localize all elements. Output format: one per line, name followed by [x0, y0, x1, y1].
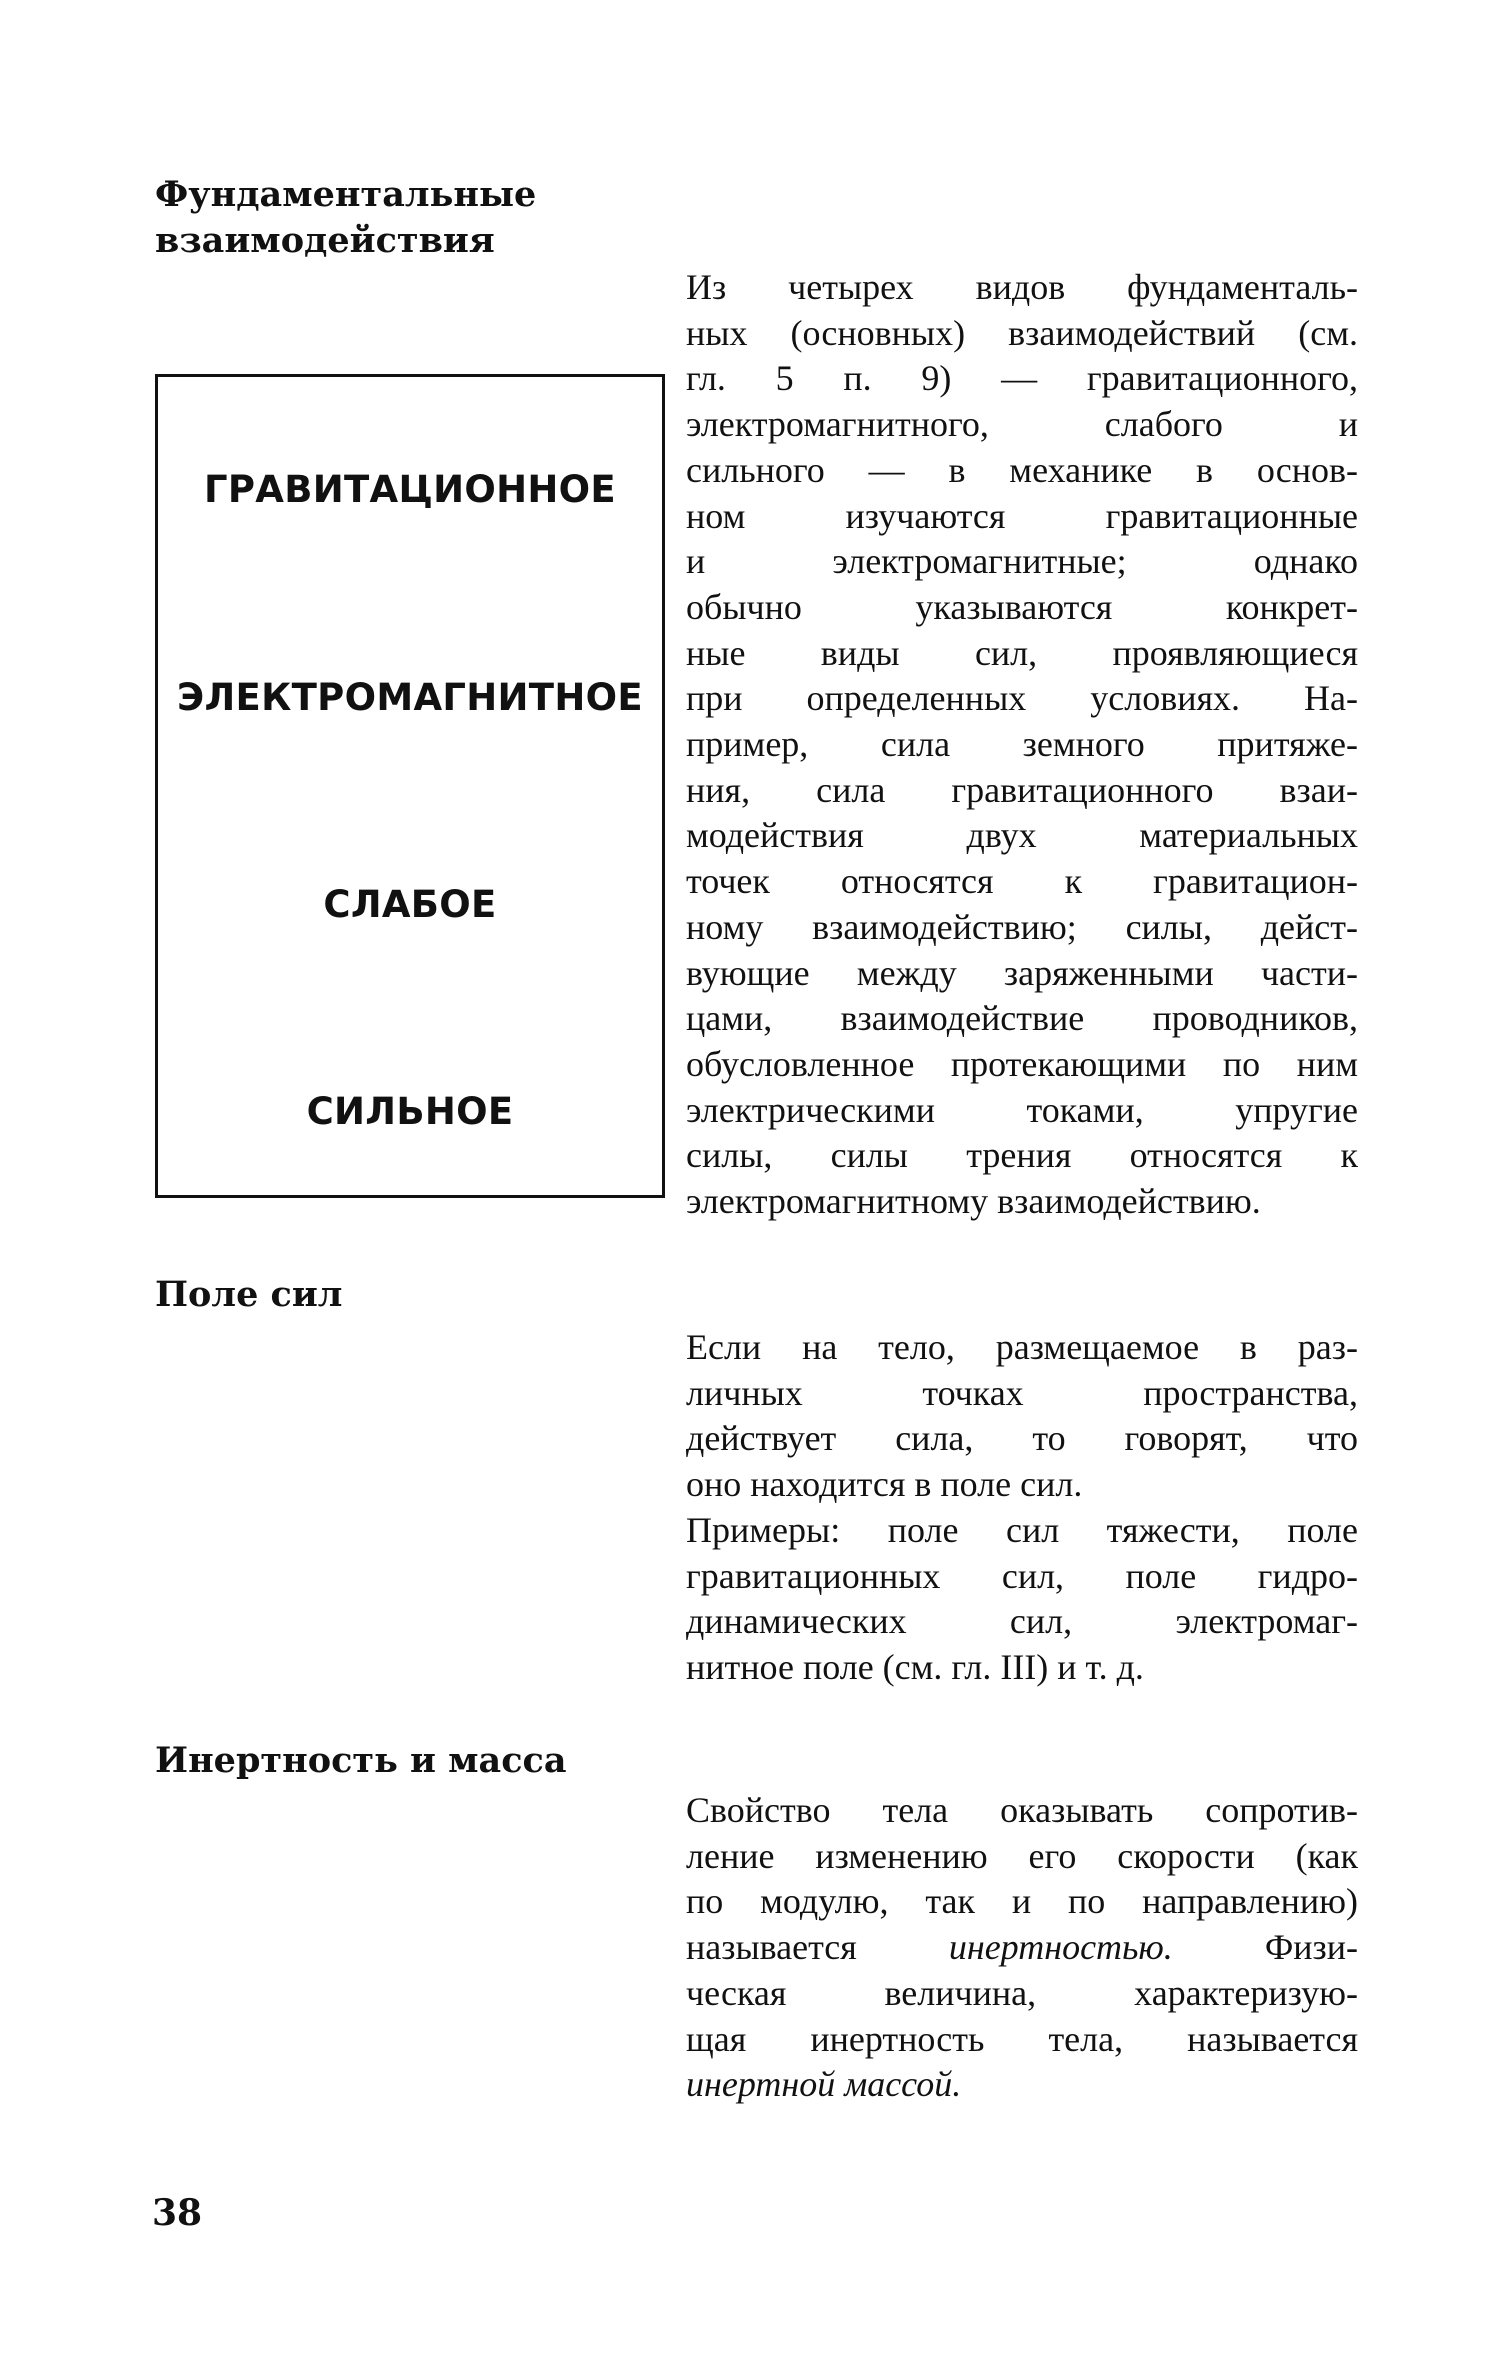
box-label-gravitational: ГРАВИТАЦИОННОЕ [204, 468, 616, 511]
text-line: ление изменению его скорости (как [686, 1835, 1358, 1876]
text-line: при определенных условиях. На- [686, 678, 1358, 719]
text-line: электромагнитному взаимодействию. [686, 1181, 1261, 1222]
text-line [686, 1925, 1358, 1971]
text-line: ному взаимодействию; силы, дейст- [686, 906, 1358, 947]
text-line: обычно указываются конкрет- [686, 586, 1358, 627]
text-line: динамических сил, электромаг- [686, 1601, 1358, 1642]
text-line: гравитационных сил, поле гидро- [686, 1555, 1358, 1596]
box-label-weak: СЛАБОЕ [323, 883, 497, 926]
text-line: обусловленное протекающими по ним [686, 1043, 1358, 1084]
paragraph-fundamental-interactions [686, 265, 1358, 1225]
interaction-types-box [155, 374, 665, 1198]
text-line: ческая величина, характеризую- [686, 1972, 1358, 2013]
text-line: точек относятся к гравитацион- [686, 861, 1358, 902]
text-line [686, 2062, 1358, 2108]
text-line: ния, сила гравитационного взаи- [686, 769, 1358, 810]
text-line: ные виды сил, проявляющиеся [686, 632, 1358, 673]
text-line: сильного — в механике в основ- [686, 449, 1358, 490]
text-fragment: Физи- [1172, 1927, 1358, 1968]
text-line: ном изучаются гравитационные [686, 495, 1358, 536]
text-line: действует сила, то говорят, что [686, 1418, 1358, 1459]
text-line: электромагнитного, слабого и [686, 404, 1358, 445]
text-line: ных (основных) взаимодействий (см. [686, 312, 1358, 353]
text-line: нитное поле (см. гл. III) и т. д. [686, 1646, 1144, 1687]
text-line: Свойство тела оказывать сопротив- [686, 1790, 1358, 1830]
text-line: Если на тело, размещаемое в раз- [686, 1327, 1358, 1367]
paragraph-force-field [686, 1325, 1358, 1691]
text-line: электрическими токами, упругие [686, 1089, 1358, 1130]
heading-line: Инертность и масса [155, 1740, 567, 1781]
heading-inertia-and-mass [155, 1738, 567, 1784]
text-line: гл. 5 п. 9) — гравитационного, [686, 358, 1358, 399]
text-line: щая инертность тела, называется [686, 2018, 1358, 2059]
text-line: личных точках пространства, [686, 1372, 1358, 1413]
heading-line: Поле сил [155, 1274, 343, 1315]
text-line: и электромагнитные; однако [686, 541, 1358, 582]
text-line: вующие между заряженными части- [686, 952, 1358, 993]
text-line: Из четырех видов фундаменталь- [686, 267, 1358, 307]
page-number: 38 [152, 2192, 203, 2234]
text-line: модействия двух материальных [686, 815, 1358, 856]
term-inertial-mass: инертной массой. [686, 2064, 962, 2105]
text-line: пример, сила земного притяже- [686, 724, 1358, 765]
term-inertness: инертностью. [948, 1927, 1173, 1968]
heading-line: Фундаментальные [155, 174, 537, 215]
text-line: по модулю, так и по направлению) [686, 1881, 1358, 1922]
heading-line: взаимодействия [155, 219, 495, 261]
text-line: оно находится в поле сил. [686, 1464, 1083, 1505]
box-label-electromagnetic: ЭЛЕКТРОМАГНИТНОЕ [177, 676, 643, 719]
text-line: Примеры: поле сил тяжести, поле [686, 1509, 1358, 1550]
text-line: силы, силы трения относятся к [686, 1135, 1358, 1176]
heading-force-field [155, 1272, 342, 1318]
heading-fundamental-interactions [155, 172, 536, 263]
text-fragment: называется [686, 1927, 949, 1968]
box-label-strong: СИЛЬНОЕ [306, 1090, 514, 1133]
text-line: цами, взаимодействие проводников, [686, 998, 1358, 1039]
paragraph-inertia-and-mass [686, 1788, 1358, 2108]
